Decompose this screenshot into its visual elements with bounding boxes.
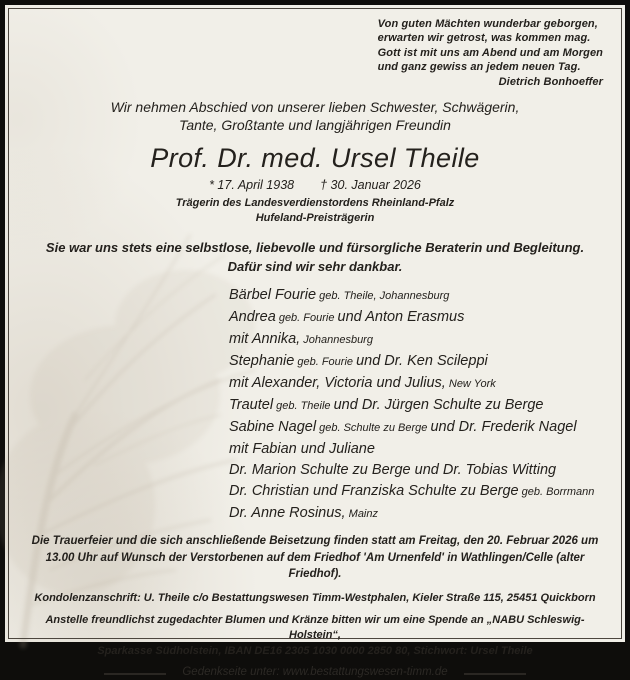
mourner-segment: geb. Fourie	[275, 312, 338, 325]
mourner-segment: Johannesburg	[300, 334, 373, 347]
memorial-footer	[23, 665, 607, 680]
condolence-address: Kondolenzanschrift: U. Theile c/o Bestattungswesen Timm-Westphalen, Kieler Straße 115, 25451 Quickborn	[34, 591, 596, 604]
poem-line: Von guten Mächten wunderbar geborgen,	[377, 18, 598, 30]
mourner-segment: geb. Schulte zu Berge	[316, 422, 431, 435]
mourner-segment: geb. Theile, Johannesburg	[316, 290, 450, 303]
mourner-segment: Bärbel Fourie	[229, 287, 317, 304]
mourner-segment: und Dr. Frederik Nagel	[430, 419, 577, 436]
mourner-line	[229, 395, 607, 417]
funeral-info	[23, 533, 607, 583]
tribute-line: Dafür sind wir sehr dankbar.	[227, 259, 403, 275]
donation-info-line: Anstelle freundlichst zugedachter Blumen und Kränze bitten wir um eine Spende an „NABU Schleswig-Holstein“,	[45, 613, 585, 642]
mourner-line	[229, 373, 607, 395]
mourner-segment: und Dr. Ken Scileppi	[356, 353, 488, 370]
honor-line: Hufeland-Preisträgerin	[255, 212, 375, 225]
mourner-segment: Dr. Marion Schulte zu Berge und Dr. Tobias Witting	[229, 462, 557, 479]
mourner-line	[229, 503, 607, 525]
mourner-line	[229, 481, 607, 503]
mourner-line	[229, 329, 607, 351]
poem-line: Gott ist mit uns am Abend und am Morgen	[377, 46, 603, 59]
footer-rule-right	[464, 673, 526, 675]
birth-date: * 17. April 1938	[209, 178, 295, 193]
mourner-segment: Andrea	[229, 309, 276, 326]
mourner-line	[229, 285, 607, 307]
mourner-segment: mit Fabian und Juliane	[229, 441, 375, 458]
mourner-segment: geb. Borrmann	[518, 486, 595, 499]
deceased-name: Prof. Dr. med. Ursel Theile	[150, 143, 480, 174]
mourner-segment: geb. Theile	[273, 400, 334, 413]
mourner-segment: Trautel	[229, 397, 274, 414]
mourner-segment: und Anton Erasmus	[337, 309, 465, 326]
mourner-line	[229, 417, 607, 439]
mourner-segment: Sabine Nagel	[229, 419, 317, 436]
mourner-segment: Mainz	[345, 508, 378, 521]
footer-rule-left	[104, 673, 166, 675]
funeral-info-line: Die Trauerfeier und die sich anschließende Beisetzung finden statt am Freitag, den 20. Februar 2026 um	[31, 535, 599, 548]
life-dates	[23, 177, 607, 193]
mourner-segment: und Dr. Jürgen Schulte zu Berge	[333, 397, 544, 414]
farewell-intro-line: Wir nehmen Abschied von unserer lieben Schwester, Schwägerin,	[110, 99, 520, 116]
mourner-segment: New York	[445, 378, 496, 391]
mourner-segment: mit Alexander, Victoria und Julius,	[229, 375, 446, 392]
mourner-line	[229, 307, 607, 329]
funeral-info-line: 13.00 Uhr auf Wunsch der Verstorbenen auf dem Friedhof 'Am Urnenfeld' in Wathlingen/Celle (alter Friedhof).	[45, 551, 585, 581]
mourner-segment: Dr. Anne Rosinus,	[229, 505, 346, 522]
mourner-line	[229, 460, 607, 481]
donation-info	[23, 613, 607, 660]
honors	[23, 196, 607, 226]
mourner-segment: mit Annika,	[229, 331, 301, 348]
poem	[378, 17, 603, 89]
mourner-line	[229, 351, 607, 373]
farewell-intro	[23, 99, 607, 134]
mourner-segment: geb. Fourie	[294, 356, 357, 369]
donation-info-line: Sparkasse Südholstein, IBAN DE16 2305 1030 0000 2850 80, Stichwort: Ursel Theile	[97, 644, 533, 657]
inner-border	[8, 8, 622, 679]
tribute	[23, 238, 607, 276]
notice-content	[9, 9, 621, 679]
mourner-line	[229, 439, 607, 460]
poem-line: erwarten wir getrost, was kommen mag.	[377, 32, 591, 45]
poem-author: Dietrich Bonhoeffer	[498, 76, 603, 89]
mourners-list	[229, 285, 607, 525]
death-date: † 30. Januar 2026	[320, 178, 421, 193]
honor-line: Trägerin des Landesverdienstordens Rheinland-Pfalz	[175, 197, 455, 210]
farewell-intro-line: Tante, Großtante und langjährigen Freundin	[179, 116, 451, 133]
poem-line: und ganz gewiss an jedem neuen Tag.	[377, 60, 581, 73]
tribute-line: Sie war uns stets eine selbstlose, liebevolle und fürsorgliche Beraterin und Begleitung.	[45, 240, 585, 256]
mourner-segment: Stephanie	[229, 353, 295, 370]
mourner-segment: Dr. Christian und Franziska Schulte zu Berge	[229, 483, 519, 500]
memorial-site-text: Gedenkseite unter: www.bestattungswesen-timm.de	[182, 666, 448, 679]
